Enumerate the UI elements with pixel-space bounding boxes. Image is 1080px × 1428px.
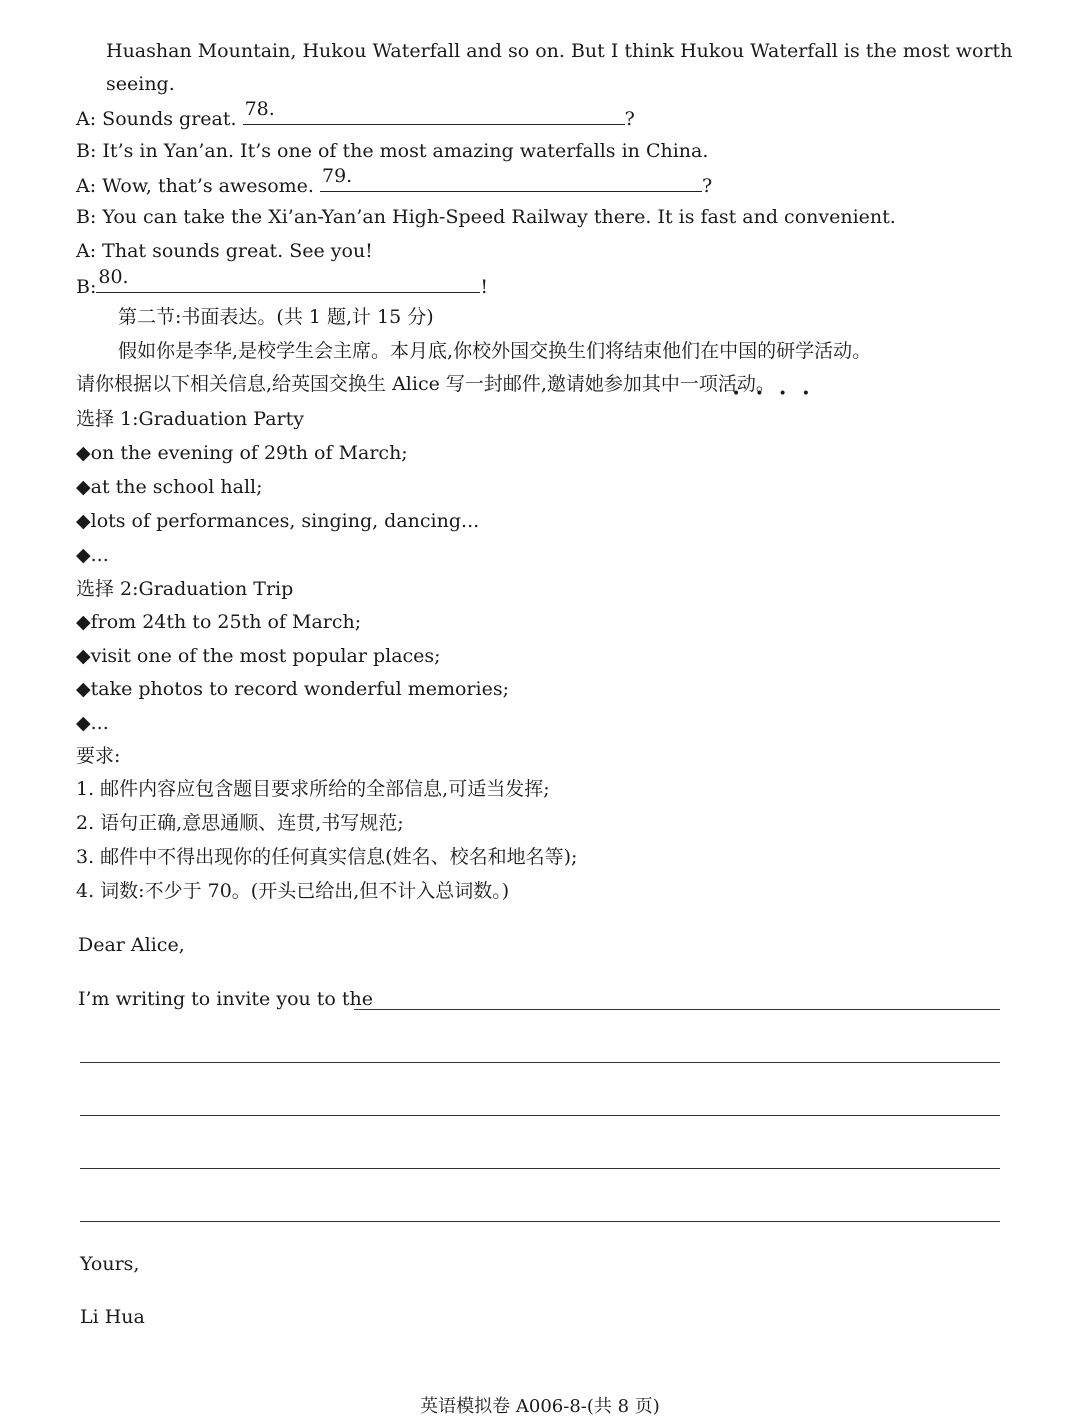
question-number: 78. bbox=[244, 98, 275, 120]
dialogue-text: You can take the Xi’an-Yan’an High-Speed Railway there. It is fast and convenient. bbox=[102, 206, 896, 228]
writing-line[interactable] bbox=[354, 1009, 1000, 1010]
letter-signature: Li Hua bbox=[80, 1306, 145, 1328]
emphasis-dots: •••• bbox=[732, 386, 826, 402]
choice-2-item: ◆... bbox=[76, 712, 109, 734]
requirement-item: 4. 词数:不少于 70。(开头已给出,但不计入总词数。) bbox=[76, 880, 510, 902]
dialogue-line-b1 bbox=[76, 138, 708, 164]
prompt-line-1: 假如你是李华,是校学生会主席。本月底,你校外国交换生们将结束他们在中国的研学活动。 bbox=[118, 340, 872, 362]
answer-blank-80[interactable] bbox=[96, 266, 480, 293]
writing-line[interactable] bbox=[80, 1168, 1000, 1169]
question-number: 80. bbox=[98, 266, 129, 288]
section-title: 第二节:书面表达。(共 1 题,计 15 分) bbox=[118, 306, 434, 328]
dialogue-intro-line-2: seeing. bbox=[106, 73, 175, 95]
question-number: 79. bbox=[321, 165, 353, 187]
choice-2-item: ◆take photos to record wonderful memories; bbox=[76, 678, 509, 700]
answer-blank-78[interactable] bbox=[243, 98, 625, 125]
speaker-label: B: bbox=[76, 140, 97, 162]
speaker-label: A: bbox=[76, 175, 97, 197]
end-punctuation: ? bbox=[624, 108, 635, 130]
dialogue-line-78 bbox=[76, 98, 635, 132]
choice-2-item: ◆from 24th to 25th of March; bbox=[76, 611, 362, 633]
dialogue-line-79 bbox=[76, 165, 713, 199]
requirement-item: 1. 邮件内容应包含题目要求所给的全部信息,可适当发挥; bbox=[76, 778, 550, 800]
speaker-label: A: bbox=[76, 108, 97, 130]
letter-opening: I’m writing to invite you to the bbox=[78, 988, 374, 1010]
dialogue-line-80 bbox=[76, 266, 489, 300]
choice-1-item: ◆lots of performances, singing, dancing... bbox=[76, 510, 480, 532]
prompt-line-2: 请你根据以下相关信息,给英国交换生 Alice 写一封邮件,邀请她参加其中一项活动。 bbox=[76, 373, 775, 395]
end-punctuation: ! bbox=[480, 276, 489, 298]
letter-salutation: Dear Alice, bbox=[78, 934, 185, 956]
requirement-item: 2. 语句正确,意思通顺、连贯,书写规范; bbox=[76, 812, 404, 834]
dialogue-text: That sounds great. See you! bbox=[102, 240, 373, 262]
answer-blank-79[interactable] bbox=[320, 165, 702, 192]
letter-closing: Yours, bbox=[80, 1253, 140, 1275]
writing-line[interactable] bbox=[80, 1062, 1000, 1063]
end-punctuation: ? bbox=[701, 175, 713, 197]
dialogue-line-a3 bbox=[76, 238, 373, 264]
choice-1-item: ◆... bbox=[76, 544, 109, 566]
page-footer: 英语模拟卷 A006-8-(共 8 页) bbox=[420, 1396, 660, 1417]
writing-line[interactable] bbox=[80, 1221, 1000, 1222]
requirement-item: 3. 邮件中不得出现你的任何真实信息(姓名、校名和地名等); bbox=[76, 846, 578, 868]
writing-line[interactable] bbox=[80, 1115, 1000, 1116]
dialogue-text: Sounds great. bbox=[102, 108, 237, 130]
requirements-title: 要求: bbox=[76, 745, 121, 767]
dialogue-intro-line-1: Huashan Mountain, Hukou Waterfall and so on. But I think Hukou Waterfall is the most worth bbox=[106, 40, 1013, 62]
dialogue-text: It’s in Yan’an. It’s one of the most amazing waterfalls in China. bbox=[102, 140, 709, 162]
choice-1-item: ◆at the school hall; bbox=[76, 476, 263, 498]
dialogue-text: Wow, that’s awesome. bbox=[102, 175, 314, 197]
speaker-label: B: bbox=[76, 276, 97, 298]
choice-1-item: ◆on the evening of 29th of March; bbox=[76, 442, 408, 464]
choice-1-title: 选择 1:Graduation Party bbox=[76, 408, 304, 430]
speaker-label: A: bbox=[76, 240, 97, 262]
choice-2-title: 选择 2:Graduation Trip bbox=[76, 578, 294, 600]
speaker-label: B: bbox=[76, 206, 97, 228]
dialogue-line-b2 bbox=[76, 204, 896, 230]
choice-2-item: ◆visit one of the most popular places; bbox=[76, 645, 441, 667]
